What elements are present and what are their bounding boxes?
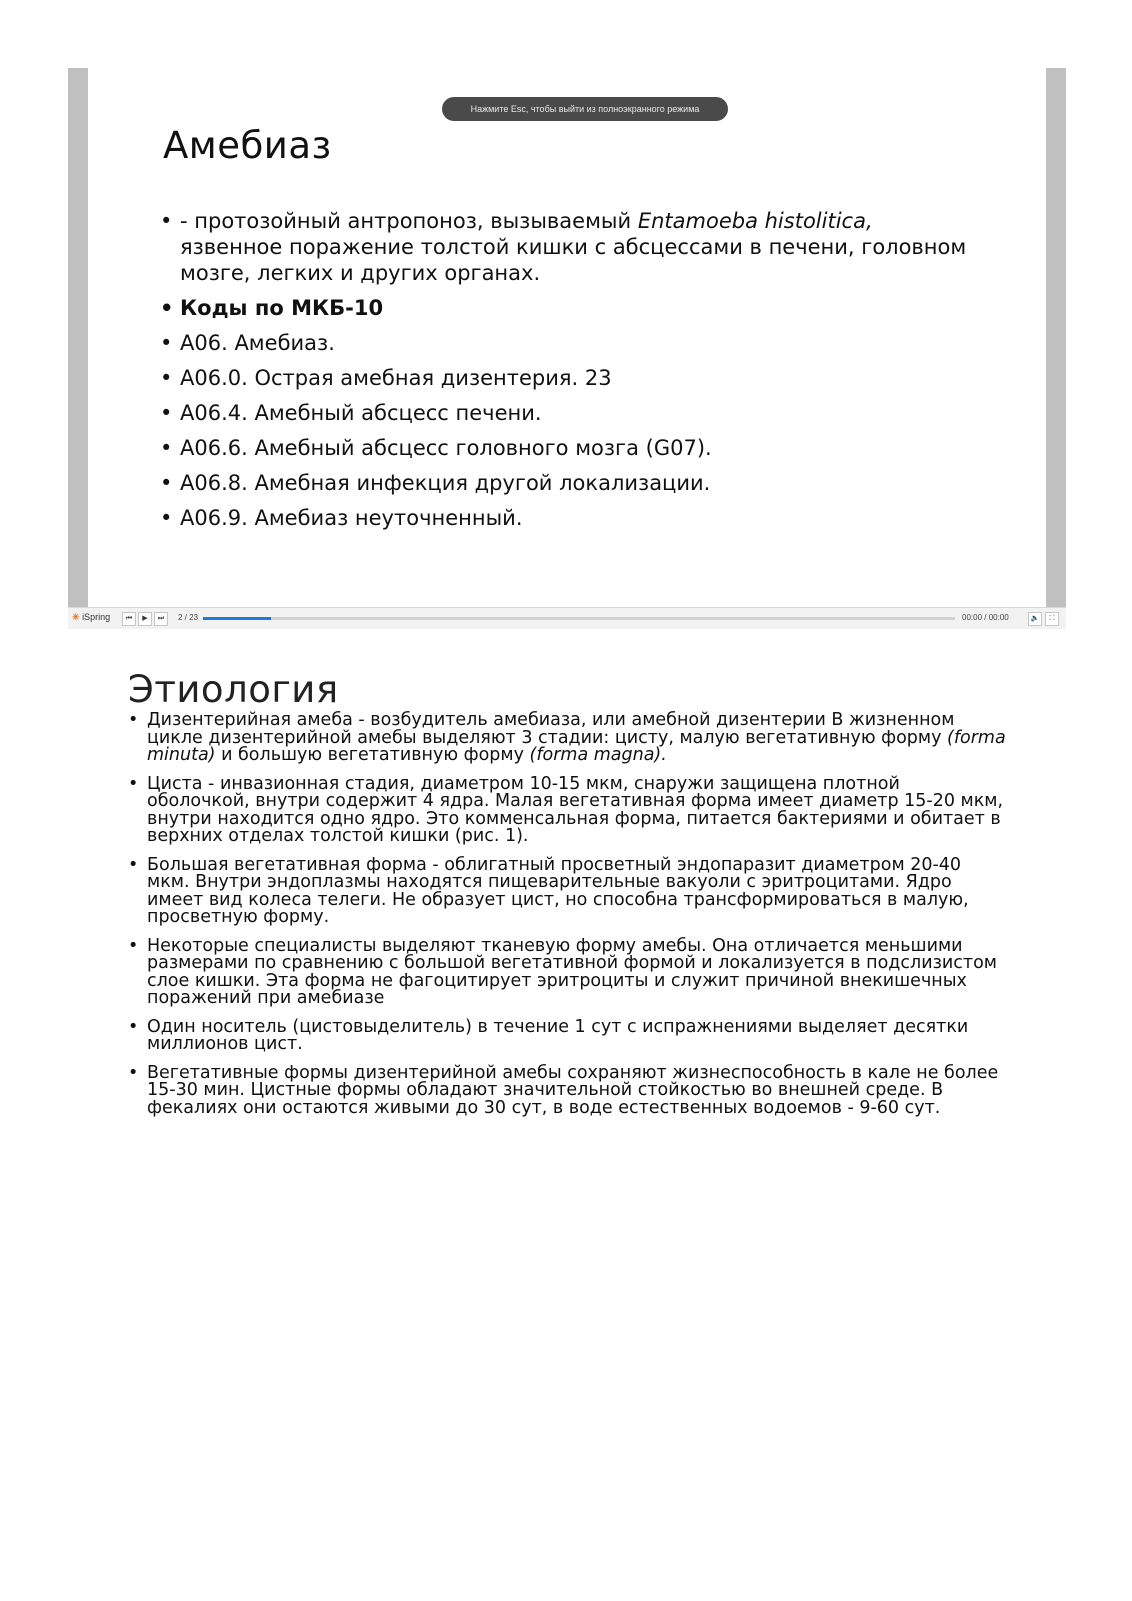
list-item: • Дизентерийная амеба - возбудитель амебиаза, или амебной дизентерии В жизненном цикле дизентерийной амебы выделяют 3 стадии: цисту, малую вегетативную форму (forma minuta) и большую вегетативную форму (forma magna).	[128, 712, 1008, 765]
slide-title: Амебиаз	[163, 124, 332, 167]
etiology-list	[128, 712, 1008, 1128]
list-item: • А06.4. Амебный абсцесс печени.	[160, 400, 980, 426]
section-title: Этиология	[128, 668, 339, 711]
list-item: • Некоторые специалисты выделяют тканевую форму амебы. Она отличается меньшими размерами по сравнению с большой вегетативной формой и локализуется в подслизистом слое кишки. Эта форма не фагоцитирует эритроциты и служит причиной внекишечных поражений при амебиазе	[128, 938, 1008, 1008]
progress-bar[interactable]	[203, 617, 955, 620]
ispring-logo-icon: ✳	[72, 612, 80, 622]
list-item: • Коды по МКБ-10	[160, 295, 980, 321]
list-item: • А06. Амебиаз.	[160, 330, 980, 356]
slide-counter: 2 / 23	[178, 613, 199, 622]
play-button[interactable]: ▶	[138, 612, 152, 626]
time-readout: 00:00 / 00:00	[962, 613, 1009, 622]
list-item: • А06.8. Амебная инфекция другой локализации.	[160, 470, 980, 496]
list-item: • А06.0. Острая амебная дизентерия. 23	[160, 365, 980, 391]
slide-canvas	[88, 68, 1046, 607]
fullscreen-icon[interactable]: ⛶	[1045, 612, 1059, 626]
volume-icon[interactable]: 🔈	[1028, 612, 1042, 626]
player-controls	[68, 607, 1066, 629]
progress-fill	[203, 617, 271, 620]
slide-bullet-list	[160, 208, 980, 540]
ispring-logo: ✳ iSpring	[72, 612, 111, 622]
next-slide-button[interactable]: ⏭	[154, 612, 168, 626]
list-item: • - протозойный антропоноз, вызываемый Entamoeba histolitica, язвенное поражение толстой кишки с абсцессами в печени, головном мозге, легких и других органах.	[160, 208, 980, 286]
list-item: • Вегетативные формы дизентерийной амебы сохраняют жизнеспособность в кале не более 15-30 мин. Цистные формы обладают значительной стойкостью во внешней среде. В фекалиях они остаются живыми до 30 сут, в воде естественных водоемов - 9-60 сут.	[128, 1065, 1008, 1118]
fullscreen-exit-hint[interactable]: Нажмите Esc, чтобы выйти из полноэкранного режима	[442, 97, 728, 121]
first-slide-button[interactable]: ⏮	[122, 612, 136, 626]
list-item: • А06.9. Амебиаз неуточненный.	[160, 505, 980, 531]
list-item: • Циста - инвазионная стадия, диаметром 10-15 мкм, снаружи защищена плотной оболочкой, внутри содержит 4 ядра. Малая вегетативная форма имеет диаметр 15-20 мкм, внутри находится одно ядро. Это комменсальная форма, питается бактериями и обитает в верхних отделах толстой кишки (рис. 1).	[128, 776, 1008, 846]
list-item: • А06.6. Амебный абсцесс головного мозга (G07).	[160, 435, 980, 461]
list-item: • Один носитель (цистовыделитель) в течение 1 сут с испражнениями выделяет десятки миллионов цист.	[128, 1019, 1008, 1054]
slide-player	[68, 68, 1066, 628]
list-item: • Большая вегетативная форма - облигатный просветный эндопаразит диаметром 20-40 мкм. Внутри эндоплазмы находятся пищеварительные вакуоли с эритроцитами. Ядро имеет вид колеса телеги. Не образует цист, но способна трансформироваться в малую, просветную форму.	[128, 857, 1008, 927]
